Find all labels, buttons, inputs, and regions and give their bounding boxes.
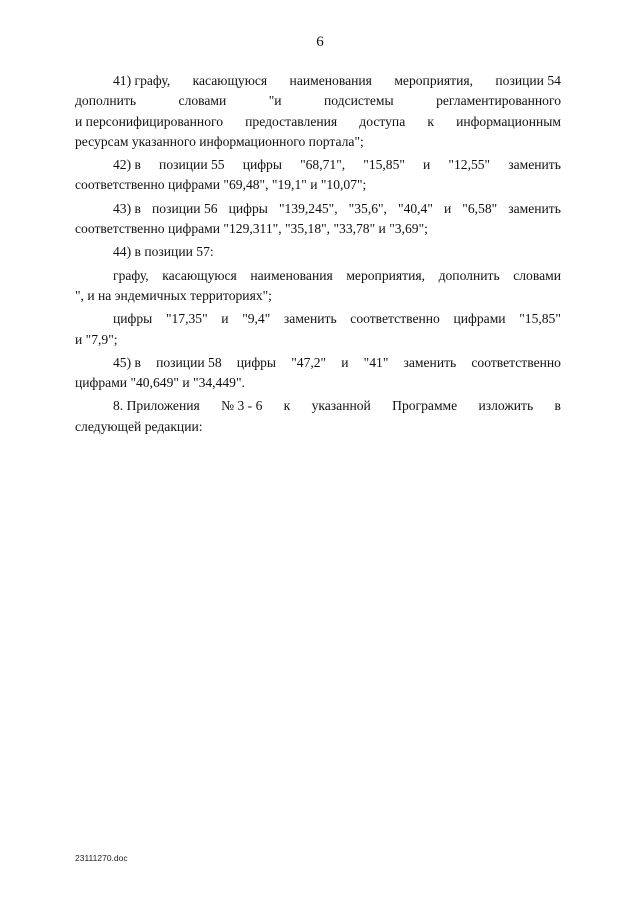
- text-line: [75, 330, 561, 350]
- word: "40,4": [398, 200, 433, 216]
- word: наименования: [250, 267, 333, 283]
- line-text: ", и на эндемичных территориях";: [75, 287, 272, 303]
- line-text: цифрами "40,649" и "34,449".: [75, 375, 245, 391]
- word: 42) в: [113, 157, 141, 173]
- word: в: [554, 398, 561, 414]
- line-text: ресурсам указанного информационного портала";: [75, 133, 364, 149]
- word: словами: [513, 267, 561, 283]
- word: "35,6",: [348, 200, 387, 216]
- text-line: [75, 353, 561, 373]
- text-line: [75, 417, 561, 437]
- text-line: [75, 309, 561, 329]
- word: позиции 58: [156, 354, 222, 370]
- paragraph-p44a: [75, 266, 561, 307]
- word: 43) в: [113, 200, 141, 216]
- word: цифры: [236, 354, 277, 370]
- word: № 3 - 6: [221, 398, 263, 414]
- word: 45) в: [113, 354, 141, 370]
- paragraph-p44b: [75, 309, 561, 350]
- word: "15,85": [519, 311, 561, 327]
- paragraph-p44: [75, 242, 561, 262]
- word: 8. Приложения: [113, 398, 200, 414]
- word: "6,58": [462, 200, 498, 216]
- line-text: соответственно цифрами "129,311", "35,18", "33,78" и "3,69";: [75, 221, 428, 237]
- word: подсистемы: [324, 93, 394, 109]
- word: позиции 54: [495, 73, 561, 88]
- text-line: [75, 175, 561, 195]
- word: указанной: [311, 398, 371, 414]
- word: "15,85": [363, 157, 405, 173]
- paragraph-p8: [75, 396, 561, 437]
- text-line: [75, 242, 561, 262]
- text-line: [75, 112, 561, 132]
- word: позиции 55: [159, 157, 225, 173]
- word: "и: [268, 93, 282, 109]
- word: заменить: [283, 311, 337, 327]
- word: касающуюся: [192, 73, 268, 88]
- word: "12,55": [448, 157, 491, 173]
- paragraph-p45: [75, 353, 561, 394]
- line-text: следующей редакции:: [75, 418, 203, 434]
- word: цифры: [228, 200, 268, 216]
- word: дополнить: [75, 93, 137, 109]
- word: информационным: [456, 113, 561, 129]
- word: заменить: [403, 354, 457, 370]
- text-line: [75, 91, 561, 111]
- document-body: [75, 71, 561, 440]
- word: дополнить: [438, 267, 500, 283]
- text-line: [75, 155, 561, 175]
- word: цифры: [242, 157, 282, 173]
- paragraph-p43: [75, 199, 561, 240]
- word: позиции 56: [152, 200, 218, 216]
- word: изложить: [478, 398, 534, 414]
- word: мероприятия,: [394, 73, 474, 88]
- word: графу,: [113, 267, 149, 283]
- word: "47,2": [291, 354, 327, 370]
- word: предоставления: [245, 113, 338, 129]
- word: словами: [178, 93, 227, 109]
- word: "17,35": [165, 311, 208, 327]
- line-text: соответственно цифрами "69,48", "19,1" и "10,07";: [75, 177, 367, 193]
- word: заменить: [508, 157, 561, 173]
- line-text: 44) в позиции 57:: [113, 244, 214, 260]
- text-line: [75, 396, 561, 416]
- word: "139,245",: [278, 200, 338, 216]
- text-line: [75, 132, 561, 152]
- word: и: [221, 311, 229, 327]
- word: и персонифицированного: [75, 113, 224, 129]
- word: и: [423, 157, 431, 173]
- text-line: [75, 71, 561, 91]
- word: "41": [363, 354, 389, 370]
- page-number: 6: [316, 34, 324, 50]
- word: к: [283, 398, 291, 414]
- word: 41) графу,: [113, 73, 171, 88]
- word: и: [443, 200, 452, 216]
- text-line: [75, 373, 561, 393]
- word: к: [427, 113, 434, 129]
- word: цифрами: [453, 311, 506, 327]
- paragraph-p41: [75, 71, 561, 152]
- word: касающуюся: [162, 267, 237, 283]
- word: и: [341, 354, 349, 370]
- paragraph-p42: [75, 155, 561, 196]
- word: заменить: [508, 200, 561, 216]
- word: "9,4": [242, 311, 271, 327]
- word: "68,71",: [300, 157, 346, 173]
- word: мероприятия,: [346, 267, 426, 283]
- word: Программе: [392, 398, 458, 414]
- word: соответственно: [471, 354, 561, 370]
- word: доступа: [359, 113, 406, 129]
- text-line: [75, 219, 561, 239]
- line-text: и "7,9";: [75, 331, 118, 347]
- text-line: [75, 266, 561, 286]
- word: соответственно: [350, 311, 440, 327]
- word: наименования: [289, 73, 372, 88]
- word: цифры: [113, 311, 153, 327]
- word: регламентированного: [436, 93, 561, 109]
- text-line: [75, 199, 561, 219]
- text-line: [75, 286, 561, 306]
- footer-doc-id: 23111270.doc: [75, 853, 128, 863]
